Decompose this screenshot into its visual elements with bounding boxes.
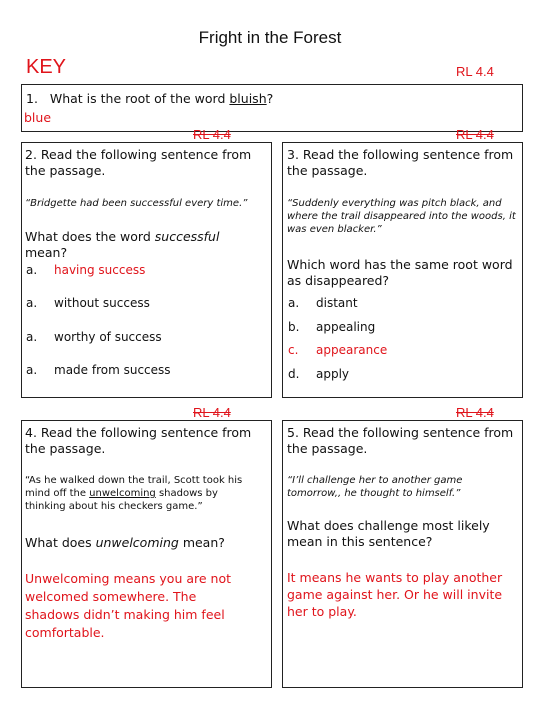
- q4-standard: RL 4.4: [193, 405, 231, 420]
- q5-standard: RL 4.4: [456, 405, 494, 420]
- question-5-question: What does challenge most likely mean in this sentence?: [287, 518, 490, 549]
- question-5-answer: It means he wants to play another game against her. Or he will invite her to play.: [287, 570, 503, 619]
- q3-standard: RL 4.4: [456, 127, 494, 142]
- question-4-word: unwelcoming: [95, 535, 179, 550]
- question-3-passage: “Suddenly everything was pitch black, and where the trail disappeared into the woods, it was even blacker.”: [287, 198, 516, 235]
- question-4-question: [25, 535, 265, 551]
- question-1-prefix: What is the root of the word: [49, 91, 230, 106]
- question-1-box: [21, 84, 523, 132]
- question-4-passage-suffix: shadows by thinking about his checkers game.”: [25, 488, 218, 512]
- question-2-box: [21, 142, 272, 398]
- question-5-box: [282, 420, 523, 688]
- page-title: Fright in the Forest: [198, 28, 342, 47]
- question-4-passage: [25, 474, 250, 513]
- question-5-prompt: 5. Read the following sentence from the passage.: [287, 425, 514, 456]
- question-4-prompt: 4. Read the following sentence from the passage.: [25, 425, 252, 456]
- question-3-box: [282, 142, 523, 398]
- q2-standard: RL 4.4: [193, 127, 231, 142]
- question-5-passage: “I’ll challenge her to another game tomorrow,, he thought to himself.”: [287, 475, 463, 499]
- question-3-option[interactable]: b. appealing: [288, 320, 376, 334]
- question-4-passage-prefix: “As he walked down the trail, Scott took his mind off the: [25, 475, 243, 499]
- key-label: KEY: [26, 56, 67, 78]
- question-3-question: Which word has the same root word as disappeared?: [287, 257, 513, 288]
- question-2-option[interactable]: a. worthy of success: [26, 330, 162, 344]
- question-1-word: bluish: [229, 91, 267, 106]
- question-1-text: [26, 91, 516, 107]
- question-4-box: [21, 420, 272, 688]
- question-4-answer: Unwelcoming means you are not welcomed somewhere. The shadows didn’t making him feel comfortable.: [25, 571, 231, 640]
- question-1-number: 1.: [26, 91, 38, 106]
- question-2-suffix: mean?: [25, 245, 68, 260]
- question-3-option-correct[interactable]: c. appearance: [288, 343, 388, 357]
- question-4-prefix: What does: [25, 535, 96, 550]
- q1-standard: RL 4.4: [456, 64, 494, 79]
- question-2-question: [25, 229, 265, 261]
- question-4-passage-word: unwelcoming: [89, 488, 156, 499]
- question-3-option[interactable]: a. distant: [288, 296, 358, 310]
- question-2-option[interactable]: a. made from success: [26, 363, 171, 377]
- question-1-suffix: ?: [266, 91, 274, 106]
- question-2-word: successful: [154, 229, 220, 244]
- question-4-suffix: mean?: [178, 535, 225, 550]
- question-3-prompt: 3. Read the following sentence from the passage.: [287, 147, 514, 178]
- question-3-option[interactable]: d. apply: [288, 367, 350, 381]
- question-2-option[interactable]: a. having success: [26, 263, 146, 277]
- question-2-option[interactable]: a. without success: [26, 296, 150, 310]
- question-2-prompt: 2. Read the following sentence from the passage.: [25, 147, 252, 178]
- question-1-answer: blue: [24, 110, 52, 125]
- question-2-prefix: What does the word: [25, 229, 155, 244]
- question-2-passage: “Bridgette had been successful every time.”: [25, 198, 248, 209]
